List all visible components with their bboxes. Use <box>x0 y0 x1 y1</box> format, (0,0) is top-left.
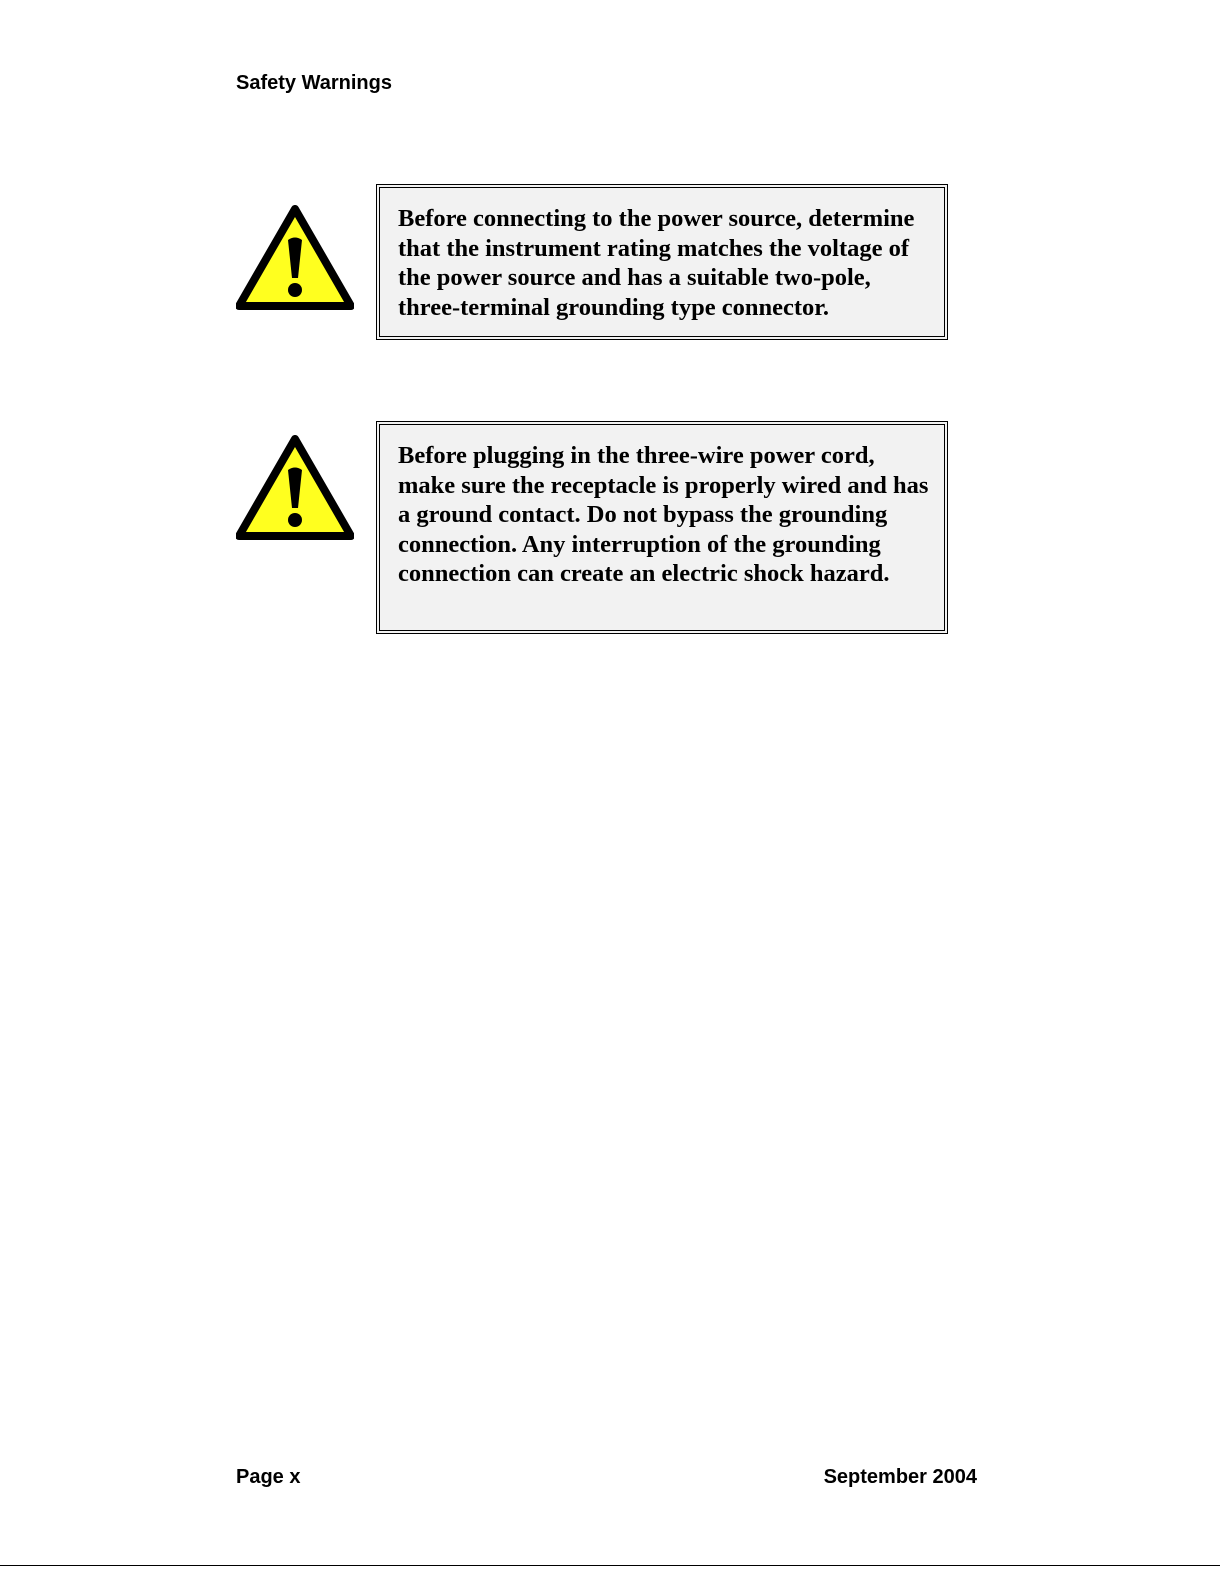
warning-triangle-icon <box>236 205 354 311</box>
warning-box <box>376 184 948 340</box>
page-header-title: Safety Warnings <box>236 72 392 94</box>
warning-box <box>376 421 948 634</box>
bottom-divider <box>0 1565 1220 1566</box>
warning-text: Before plugging in the three-wire power cord, make sure the receptacle is properly wired and has a ground contact. Do not bypass the grounding connection. Any interruption of the grounding connection can create an electric shock hazard. <box>398 442 929 587</box>
footer-date: September 2004 <box>823 1466 977 1488</box>
footer-page-number: Page x <box>236 1466 301 1488</box>
warning-text: Before connecting to the power source, determine that the instrument rating matches the voltage of the power source and has a suitable two-pole, three-terminal grounding type connector. <box>398 205 915 321</box>
warning-triangle-icon <box>236 435 354 541</box>
